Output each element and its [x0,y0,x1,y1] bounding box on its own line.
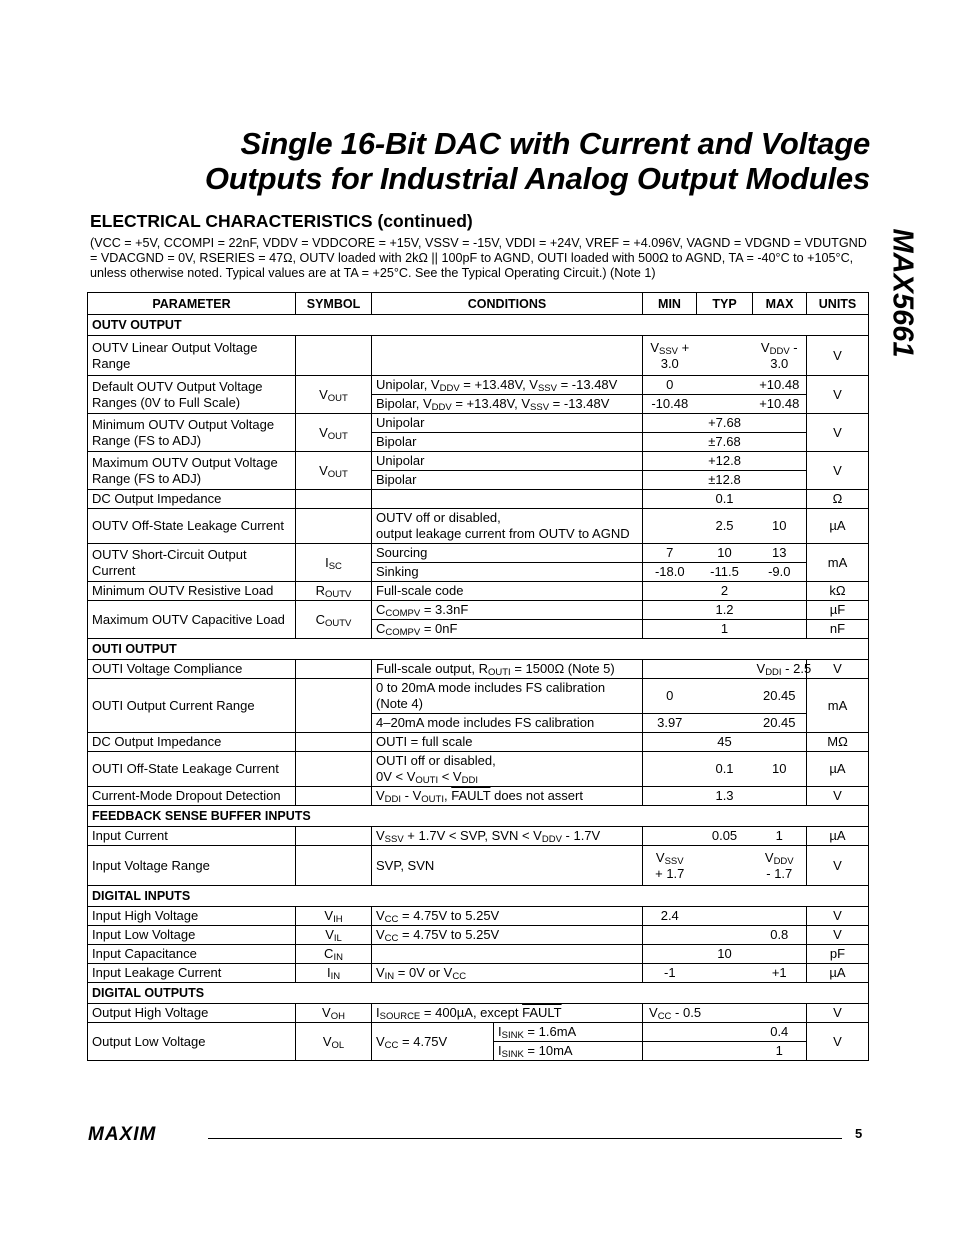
typ-cell: 10 [697,544,753,563]
max-cell: 1 [753,1042,807,1061]
units-cell: V [807,907,869,926]
max-cell: $V_{DDV}$ - 1.7 [753,846,807,886]
min-cell: -10.48 [643,395,697,414]
min-cell: 3.97 [643,714,697,733]
table-row [88,679,869,714]
symbol-cell: $V_{OUT}$ [296,452,372,490]
max-cell: $V_{DDI} - 2.5$ [753,660,807,679]
typ-cell: +12.8 [697,452,753,471]
table-row [88,787,869,806]
symbol-cell: $C_{IN}$ [296,945,372,964]
cond-cell: OUTI off or disabled, $0V < V_{OUTI} < V_{DDI}$ [372,752,643,787]
units-cell: pF [807,945,869,964]
min-cell: -18.0 [643,563,697,582]
max-cell: 20.45 [753,714,807,733]
table-row [88,544,869,563]
cond-subcell: $I_{SINK} = 1.6mA$ [494,1023,643,1042]
param-cell: Output High Voltage [88,1004,296,1023]
cond-cell: $V_{CC} = 4.75V$ to 5.25V [372,907,643,926]
page-number: 5 [855,1126,863,1141]
section-outv: OUTV OUTPUT [88,315,869,336]
table-row [88,601,869,620]
param-cell: Maximum OUTV Capacitive Load [88,601,296,639]
typ-cell: ±12.8 [697,471,753,490]
units-cell: µF [807,601,869,620]
table-row [88,1004,869,1023]
typ-cell: ±7.68 [697,433,753,452]
param-cell: OUTI Output Current Range [88,679,296,733]
param-cell: Current-Mode Dropout Detection [88,787,296,806]
cond-cell: Sinking [372,563,643,582]
typ-cell: 1.2 [697,601,753,620]
max-cell: +10.48 [753,376,807,395]
max-cell: +10.48 [753,395,807,414]
section-feedback: FEEDBACK SENSE BUFFER INPUTS [88,806,869,827]
max-cell: 0.4 [753,1023,807,1042]
cond-cell: $C_{COMPV} = 0nF$ [372,620,643,639]
symbol-cell: $I_{IN}$ [296,964,372,983]
max-cell: 10 [753,509,807,544]
units-cell: V [807,414,869,452]
section-digital-outputs: DIGITAL OUTPUTS [88,983,869,1004]
units-cell: Ω [807,490,869,509]
typ-cell: 0.1 [697,752,753,787]
cond-cell: Bipolar [372,433,643,452]
header-units: UNITS [807,293,869,315]
param-cell: OUTV Short-Circuit Output Current [88,544,296,582]
typ-cell: +7.68 [697,414,753,433]
cond-cell: Bipolar [372,471,643,490]
param-cell: Input Low Voltage [88,926,296,945]
max-cell: -9.0 [753,563,807,582]
max-cell: 0.8 [753,926,807,945]
param-cell: Input Capacitance [88,945,296,964]
param-cell: Minimum OUTV Output Voltage Range (FS to ADJ) [88,414,296,452]
symbol-cell: $V_{IH}$ [296,907,372,926]
symbol-cell: $V_{OH}$ [296,1004,372,1023]
typ-cell: 2.5 [697,509,753,544]
maxim-logo-text: MAXIM [88,1124,157,1142]
table-row [88,752,869,787]
maxim-logo [88,1124,198,1142]
units-cell: µA [807,752,869,787]
symbol-cell: $R_{OUTV}$ [296,582,372,601]
units-cell: V [807,336,869,376]
symbol-cell: $V_{OL}$ [296,1023,372,1061]
section-outi: OUTI OUTPUT [88,639,869,660]
param-cell: DC Output Impedance [88,733,296,752]
cond-cell: OUTI = full scale [372,733,643,752]
symbol-cell: $V_{OUT}$ [296,376,372,414]
cond-cell: Bipolar, $V_{DDV} = +13.48V$, $V_{SSV} = -13.48V$ [372,395,643,414]
table-header-row [88,293,869,315]
typ-cell: 0.1 [697,490,753,509]
cond-cell: $V_{CC} = 4.75V$ to 5.25V [372,926,643,945]
param-cell: Maximum OUTV Output Voltage Range (FS to ADJ) [88,452,296,490]
cond-cell: $V_{SSV} + 1.7V$ < SVP, SVN < $V_{DDV} - 1.7V$ [372,827,643,846]
electrical-characteristics-table [87,292,869,1061]
symbol-cell: $V_{OUT}$ [296,414,372,452]
max-cell: 1 [753,827,807,846]
symbol-cell: $I_{SC}$ [296,544,372,582]
max-cell: +1 [753,964,807,983]
footer-rule [208,1138,842,1139]
header-max: MAX [753,293,807,315]
table-row [88,376,869,395]
cond-cell: 0 to 20mA mode includes FS calibration (Note 4) [372,679,643,714]
cond-cell: OUTV off or disabled, output leakage current from OUTV to AGND [372,509,643,544]
typ-cell: 2 [697,582,753,601]
units-cell: V [807,926,869,945]
min-cell: -1 [643,964,697,983]
symbol-cell: $C_{OUTV}$ [296,601,372,639]
units-cell: µA [807,509,869,544]
section-digital-inputs: DIGITAL INPUTS [88,886,869,907]
symbol-cell: $V_{IL}$ [296,926,372,945]
param-cell: Input Voltage Range [88,846,296,886]
units-cell: µA [807,827,869,846]
header-conditions: CONDITIONS [372,293,643,315]
param-cell: Input High Voltage [88,907,296,926]
cond-cell: SVP, SVN [372,846,643,886]
cond-cell: Full-scale code [372,582,643,601]
min-cell: $V_{CC} - 0.5$ [643,1004,753,1023]
document-title [90,126,870,196]
cond-cell: $V_{DDI} - V_{OUTI}$, FAULT does not assert [372,787,643,806]
cond-cell: Unipolar, $V_{DDV} = +13.48V$, $V_{SSV} = -13.48V$ [372,376,643,395]
units-cell: V [807,846,869,886]
min-cell: 2.4 [643,907,697,926]
param-cell: OUTV Off-State Leakage Current [88,509,296,544]
cond-cell: Unipolar [372,414,643,433]
param-cell: Minimum OUTV Resistive Load [88,582,296,601]
min-cell: 7 [643,544,697,563]
param-cell: Input Leakage Current [88,964,296,983]
param-cell: OUTV Linear Output Voltage Range [88,336,296,376]
units-cell: V [807,660,869,679]
max-cell: 20.45 [753,679,807,714]
units-cell: nF [807,620,869,639]
param-cell: OUTI Voltage Compliance [88,660,296,679]
table-row [88,452,869,471]
units-cell: MΩ [807,733,869,752]
units-cell: µA [807,964,869,983]
cond-cell: $V_{IN} = 0V$ or $V_{CC}$ [372,964,643,983]
units-cell: V [807,1023,869,1061]
header-min: MIN [643,293,697,315]
typ-cell: 0.05 [697,827,753,846]
cond-subcell: $I_{SINK} = 10mA$ [494,1042,643,1061]
units-cell: V [807,1004,869,1023]
param-cell: OUTI Off-State Leakage Current [88,752,296,787]
table-row [88,414,869,433]
cond-cell: Sourcing [372,544,643,563]
part-number: MAX5661 [886,228,919,358]
table-row [88,733,869,752]
units-cell: mA [807,679,869,733]
typ-cell: 45 [697,733,753,752]
min-cell: $V_{SSV}$ + 3.0 [643,336,697,376]
table-row [88,1023,869,1042]
typ-cell: 1.3 [697,787,753,806]
param-cell: DC Output Impedance [88,490,296,509]
param-cell: Default OUTV Output Voltage Ranges (0V to Full Scale) [88,376,296,414]
cond-cell: $V_{CC} = 4.75V$ [372,1023,494,1061]
table-row [88,509,869,544]
min-cell: $V_{SSV}$ + 1.7 [643,846,697,886]
header-typ: TYP [697,293,753,315]
table-row [88,926,869,945]
table-row [88,582,869,601]
cond-cell: $I_{SOURCE} = 400\mu A$, except FAULT [372,1004,643,1023]
title-line-1: Single 16-Bit DAC with Current and Voltage [240,126,870,161]
typ-cell: 1 [697,620,753,639]
table-row [88,490,869,509]
cond-cell: 4–20mA mode includes FS calibration [372,714,643,733]
header-parameter: PARAMETER [88,293,296,315]
table-row [88,945,869,964]
typ-cell: -11.5 [697,563,753,582]
typ-cell: 10 [697,945,753,964]
header-symbol: SYMBOL [296,293,372,315]
cond-cell: Full-scale output, $R_{OUTI} = 1500\Omega$ (Note 5) [372,660,643,679]
title-line-2: Outputs for Industrial Analog Output Modules [204,161,870,196]
table-row [88,907,869,926]
table-row [88,964,869,983]
max-cell: 10 [753,752,807,787]
min-cell: 0 [643,679,697,714]
min-cell: 0 [643,376,697,395]
cond-cell: Unipolar [372,452,643,471]
part-number-sidebar [880,213,924,373]
units-cell: V [807,787,869,806]
units-cell: mA [807,544,869,582]
param-cell: Input Current [88,827,296,846]
max-cell: 13 [753,544,807,563]
units-cell: kΩ [807,582,869,601]
conditions-note: (VCC = +5V, CCOMPI = 22nF, VDDV = VDDCORE = +15V, VSSV = -15V, VDDI = +24V, VREF = +4.096V, VAGND = VDGND = VDUTGND = VDACGND = 0V, RSERIES = 47Ω, OUTV loaded with 2kΩ || 100pF to AGND, OUTI loaded with 500Ω to AGND, TA = -40°C to +105°C, unless otherwise noted. Typical values are at TA = +25°C. See the Typical Operating Circuit.) (Note 1) [90,236,867,280]
max-cell: $V_{DDV}$ - 3.0 [753,336,807,376]
units-cell: V [807,452,869,490]
section-title: ELECTRICAL CHARACTERISTICS (continued) [90,211,473,231]
table-row [88,846,869,886]
cond-cell: $C_{COMPV} = 3.3nF$ [372,601,643,620]
table-row [88,336,869,376]
units-cell: V [807,376,869,414]
table-row [88,827,869,846]
param-cell: Output Low Voltage [88,1023,296,1061]
table-row [88,660,869,679]
